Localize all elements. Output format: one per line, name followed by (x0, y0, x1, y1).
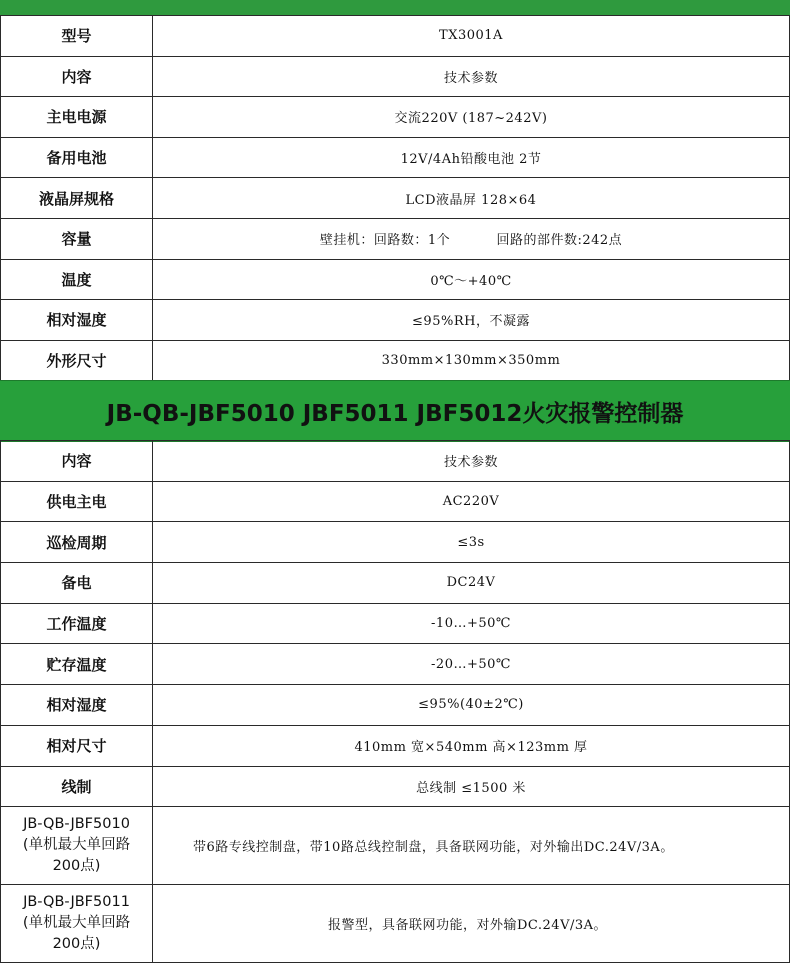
row-value: 交流220V (187~242V) (153, 97, 790, 138)
row-label: 巡检周期 (1, 522, 153, 563)
row-value: 壁挂机：回路数：1个 回路的部件数:242点 (153, 218, 790, 259)
table-row (1, 441, 790, 482)
row-label: 内容 (1, 441, 153, 482)
row-value: 技术参数 (153, 56, 790, 97)
row-label: 液晶屏规格 (1, 178, 153, 219)
row-label: 备用电池 (1, 137, 153, 178)
row-label: 外形尺寸 (1, 340, 153, 381)
row-label: 工作温度 (1, 603, 153, 644)
model-label: JB-QB-JBF5011 (单机最大单回路 200点) (1, 885, 153, 963)
table-row (1, 340, 790, 381)
row-value: DC24V (153, 563, 790, 604)
top-green-bar (0, 0, 790, 15)
row-label: 备电 (1, 563, 153, 604)
row-value: 12V/4Ah铅酸电池 2节 (153, 137, 790, 178)
section-title-banner (0, 380, 790, 442)
model-description: 带6路专线控制盘，带10路总线控制盘，具备联网功能，对外输出DC.24V/3A。 (153, 807, 790, 885)
row-value: ≤95%(40±2℃) (153, 685, 790, 726)
table-row (1, 259, 790, 300)
row-label: 相对湿度 (1, 300, 153, 341)
section-title: JB-QB-JBF5010 JBF5011 JBF5012火灾报警控制器 (106, 400, 684, 427)
row-label: 线制 (1, 766, 153, 807)
table-row (1, 885, 790, 963)
row-label: 供电主电 (1, 481, 153, 522)
row-value: 0℃～+40℃ (153, 259, 790, 300)
table-row (1, 218, 790, 259)
row-value: ≤3s (153, 522, 790, 563)
table-row (1, 807, 790, 885)
row-label: 相对尺寸 (1, 725, 153, 766)
row-label: 贮存温度 (1, 644, 153, 685)
model-label: JB-QB-JBF5010 (单机最大单回路 200点) (1, 807, 153, 885)
spec-table-tx3001a (0, 15, 790, 381)
table-row (1, 685, 790, 726)
row-label: 相对湿度 (1, 685, 153, 726)
row-value: 技术参数 (153, 441, 790, 482)
row-value: 410mm 宽×540mm 高×123mm 厚 (153, 725, 790, 766)
row-value: ≤95%RH，不凝露 (153, 300, 790, 341)
table-row (1, 481, 790, 522)
row-label: 主电电源 (1, 97, 153, 138)
row-value: -10…+50℃ (153, 603, 790, 644)
table-row (1, 603, 790, 644)
row-value: 总线制 ≤1500 米 (153, 766, 790, 807)
table-row (1, 56, 790, 97)
table-row (1, 766, 790, 807)
table-row (1, 137, 790, 178)
row-label: 内容 (1, 56, 153, 97)
row-value: LCD液晶屏 128×64 (153, 178, 790, 219)
spec-table-jbf501x (0, 440, 790, 963)
table-row (1, 563, 790, 604)
row-label: 型号 (1, 16, 153, 57)
table-row (1, 97, 790, 138)
table-row (1, 644, 790, 685)
row-value: -20…+50℃ (153, 644, 790, 685)
table-row (1, 178, 790, 219)
table-row (1, 16, 790, 57)
row-value: 330mm×130mm×350mm (153, 340, 790, 381)
row-label: 容量 (1, 218, 153, 259)
table-row (1, 300, 790, 341)
table-row (1, 522, 790, 563)
table-row (1, 725, 790, 766)
row-value: TX3001A (153, 16, 790, 57)
model-description: 报警型，具备联网功能，对外输DC.24V/3A。 (153, 885, 790, 963)
row-value: AC220V (153, 481, 790, 522)
row-label: 温度 (1, 259, 153, 300)
